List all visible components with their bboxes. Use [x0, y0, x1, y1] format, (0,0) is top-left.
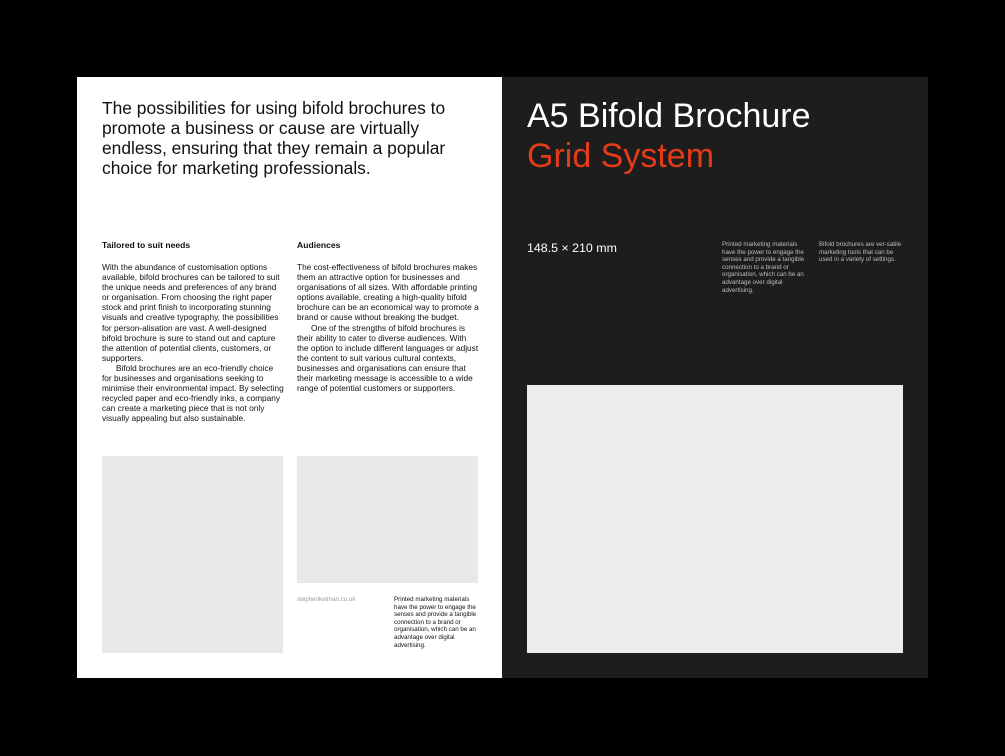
image-placeholder: [297, 456, 478, 583]
image-caption: Printed marketing materials have the power to engage the senses and provide a tangible connection to a brand or organisation, which can be an advantage over digital advertising.: [394, 596, 477, 649]
caption: Bifold brochures are ver-satile marketing tools that can be used in a variety of settings.: [819, 241, 902, 264]
intro-text: The possibilities for using bifold brochures to promote a business or cause are virtually endless, ensuring that they remain a popular choice for marketing professionals.: [102, 98, 446, 178]
right-page: [502, 77, 928, 678]
column-tailored: [102, 240, 284, 424]
column-heading: Audiences: [297, 240, 341, 250]
paragraph: One of the strengths of bifold brochures is their ability to cater to diverse audiences. With the option to include different languages or adjust the content to suit various cultural contexts, businesses and organisations can ensure that their marketing message is accessible to a wide range of potential customers or supporters.: [297, 322, 479, 394]
page-subtitle: Grid System: [527, 137, 715, 175]
column-audiences: [297, 240, 479, 393]
paragraph: The cost-effectiveness of bifold brochures makes them an attractive option for businesses and organisations of all sizes. With affordable printing options available, creating a high-quality bifold brochure can be an economical way to promote a brand or cause without breaking the budget.: [297, 262, 479, 323]
page-title: A5 Bifold Brochure: [527, 97, 811, 135]
left-page: [77, 77, 502, 678]
column-body: [102, 262, 284, 424]
caption: Printed marketing materials have the power to engage the senses and provide a tangible connection to a brand or organisation, which can be an advantage over digital advertising.: [722, 241, 805, 294]
column-heading: Tailored to suit needs: [102, 240, 191, 250]
paragraph: With the abundance of customisation options available, bifold brochures can be tailored to suit the unique needs and preferences of any brand or organisation. From choosing the right paper stock and print finish to incorporating stunning visuals and creative typography, the possibilities for person-alisation are vast. A well-designed bifold brochure is sure to stand out and capture the attention of potential clients, customers, or supporters.: [102, 262, 280, 363]
column-body: [297, 262, 479, 393]
image-placeholder: [102, 456, 283, 653]
dimensions-label: 148.5 × 210 mm: [527, 241, 617, 255]
image-placeholder: [527, 385, 903, 653]
brochure-spread: [77, 77, 928, 678]
paragraph: Bifold brochures are an eco-friendly choice for businesses and organisations seeking to minimise their environmental impact. By selecting recycled paper and eco-friendly inks, a company can create a marketing piece that is not only visually appealing but also sustainable.: [102, 362, 284, 424]
credit-text: stephenkelman.co.uk: [297, 596, 356, 603]
